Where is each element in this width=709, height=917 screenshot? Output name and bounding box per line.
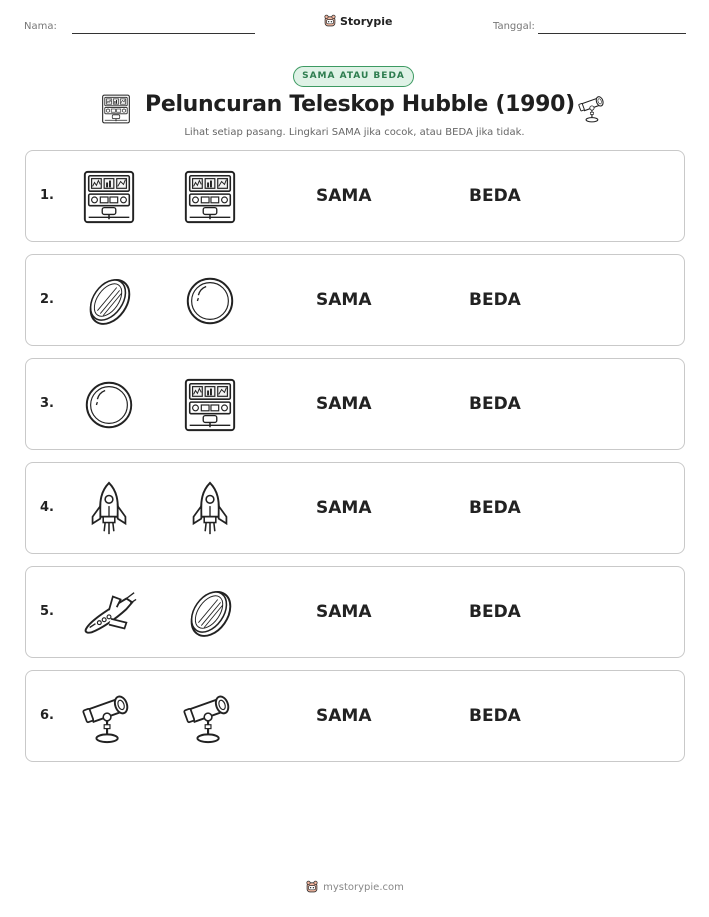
- row-number: 6.: [40, 708, 54, 723]
- space-shuttle-icon: [80, 584, 138, 642]
- row-number: 3.: [40, 396, 54, 411]
- brand: [323, 14, 392, 28]
- control-panel-icon: [181, 168, 239, 226]
- same-option[interactable]: SAMA: [316, 706, 372, 726]
- same-option[interactable]: SAMA: [316, 186, 372, 206]
- different-option[interactable]: BEDA: [469, 290, 521, 310]
- exercise-row: [25, 150, 685, 242]
- telescope-icon: [181, 688, 239, 746]
- storypie-logo-icon: [305, 880, 319, 894]
- row-number: 1.: [40, 188, 54, 203]
- date-field[interactable]: [538, 33, 686, 34]
- different-option[interactable]: BEDA: [469, 706, 521, 726]
- different-option[interactable]: BEDA: [469, 186, 521, 206]
- worksheet-type-badge: SAMA ATAU BEDA: [293, 66, 414, 87]
- rocket-icon: [80, 480, 138, 538]
- exercise-row: [25, 462, 685, 554]
- exercise-row: [25, 670, 685, 762]
- rocket-icon: [181, 480, 239, 538]
- same-option[interactable]: SAMA: [316, 290, 372, 310]
- tilted-lens-icon: [181, 584, 239, 642]
- same-option[interactable]: SAMA: [316, 602, 372, 622]
- row-number: 4.: [40, 500, 54, 515]
- name-field[interactable]: [72, 33, 255, 34]
- telescope-icon: [577, 92, 609, 124]
- exercise-row: [25, 254, 685, 346]
- brand-name: Storypie: [340, 14, 393, 28]
- storypie-logo-icon: [323, 14, 337, 28]
- date-label: Tanggal:: [493, 21, 535, 32]
- different-option[interactable]: BEDA: [469, 394, 521, 414]
- exercise-row: [25, 566, 685, 658]
- row-number: 5.: [40, 604, 54, 619]
- exercise-list: [25, 150, 685, 774]
- name-label: Nama:: [24, 21, 57, 32]
- telescope-icon: [80, 688, 138, 746]
- same-option[interactable]: SAMA: [316, 394, 372, 414]
- row-number: 2.: [40, 292, 54, 307]
- page-title: Peluncuran Teleskop Hubble (1990): [145, 92, 575, 117]
- footer-url: mystorypie.com: [323, 881, 404, 893]
- exercise-row: [25, 358, 685, 450]
- footer: [0, 880, 709, 894]
- control-panel-icon: [80, 168, 138, 226]
- control-panel-icon: [181, 376, 239, 434]
- different-option[interactable]: BEDA: [469, 602, 521, 622]
- tilted-lens-icon: [80, 272, 138, 330]
- title-row: [0, 92, 709, 124]
- instructions: Lihat setiap pasang. Lingkari SAMA jika cocok, atau BEDA jika tidak.: [184, 127, 525, 138]
- round-lens-icon: [181, 272, 239, 330]
- same-option[interactable]: SAMA: [316, 498, 372, 518]
- different-option[interactable]: BEDA: [469, 498, 521, 518]
- round-lens-icon: [80, 376, 138, 434]
- worksheet-header: [0, 12, 709, 42]
- control-panel-icon: [100, 93, 132, 125]
